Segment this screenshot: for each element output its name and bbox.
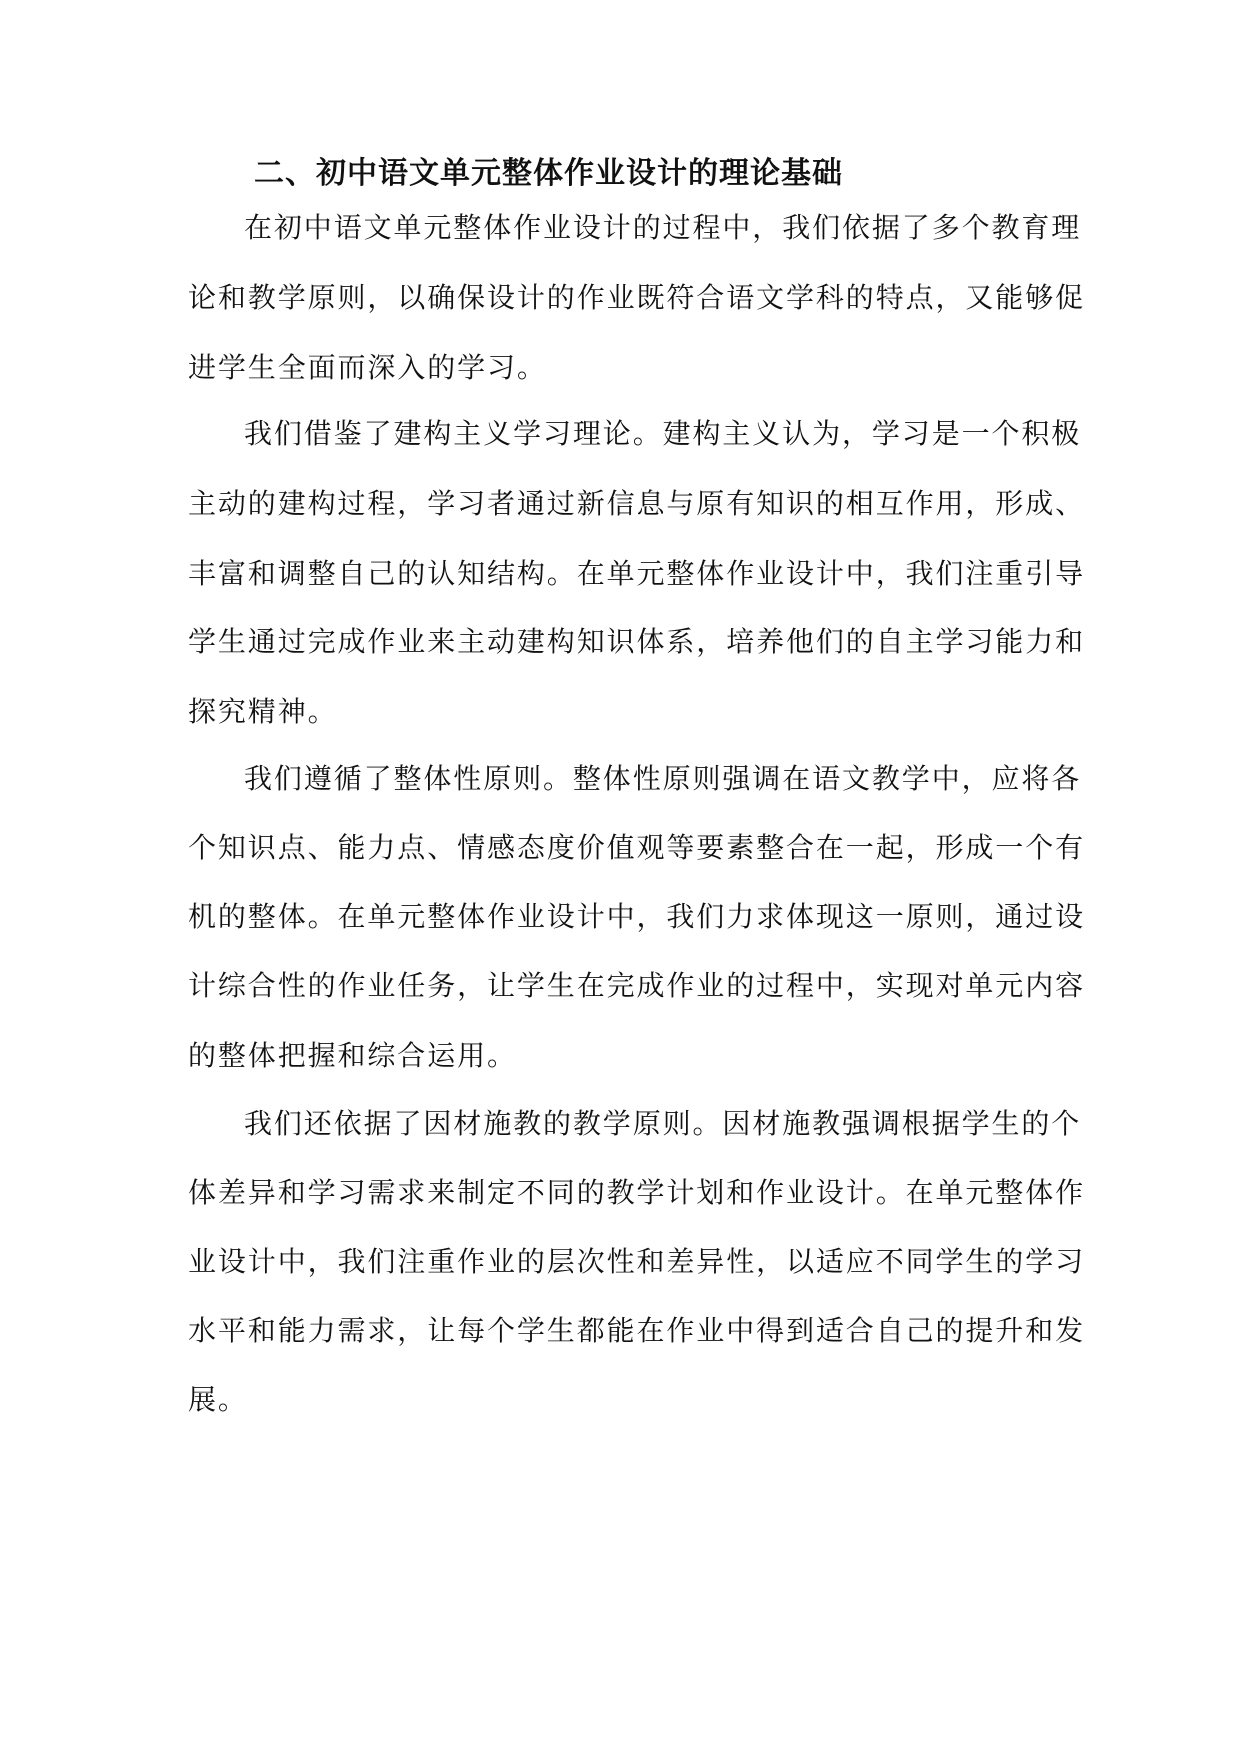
paragraph-2-line-5: 探究精神。 <box>188 695 338 728</box>
paragraph-3-line-2: 个知识点、能力点、情感态度价值观等要素整合在一起，形成一个有 <box>188 831 1086 864</box>
paragraph-2-line-3: 丰富和调整自己的认知结构。在单元整体作业设计中，我们注重引导 <box>188 557 1086 590</box>
paragraph-4-line-2: 体差异和学习需求来制定不同的教学计划和作业设计。在单元整体作 <box>188 1176 1086 1209</box>
paragraph-2-line-4: 学生通过完成作业来主动建构知识体系，培养他们的自主学习能力和 <box>188 625 1086 658</box>
paragraph-3-line-5: 的整体把握和综合运用。 <box>188 1039 517 1072</box>
paragraph-1-line-3: 进学生全面而深入的学习。 <box>188 351 547 384</box>
paragraph-3-line-3: 机的整体。在单元整体作业设计中，我们力求体现这一原则，通过设 <box>188 900 1086 933</box>
paragraph-4-line-1: 我们还依据了因材施教的教学原则。因材施教强调根据学生的个 <box>244 1107 1082 1140</box>
section-heading: 二、初中语文单元整体作业设计的理论基础 <box>254 156 843 191</box>
paragraph-3-line-4: 计综合性的作业任务，让学生在完成作业的过程中，实现对单元内容 <box>188 969 1086 1002</box>
paragraph-4-line-4: 水平和能力需求，让每个学生都能在作业中得到适合自己的提升和发 <box>188 1314 1086 1347</box>
paragraph-3-line-1: 我们遵循了整体性原则。整体性原则强调在语文教学中，应将各 <box>244 762 1082 795</box>
paragraph-2-line-1: 我们借鉴了建构主义学习理论。建构主义认为，学习是一个积极 <box>244 417 1082 450</box>
paragraph-1-line-1: 在初中语文单元整体作业设计的过程中，我们依据了多个教育理 <box>244 211 1082 244</box>
paragraph-1-line-2: 论和教学原则，以确保设计的作业既符合语文学科的特点，又能够促 <box>188 281 1086 314</box>
paragraph-2-line-2: 主动的建构过程，学习者通过新信息与原有知识的相互作用，形成、 <box>188 487 1086 520</box>
paragraph-4-line-5: 展。 <box>188 1383 248 1416</box>
paragraph-4-line-3: 业设计中，我们注重作业的层次性和差异性，以适应不同学生的学习 <box>188 1245 1086 1278</box>
